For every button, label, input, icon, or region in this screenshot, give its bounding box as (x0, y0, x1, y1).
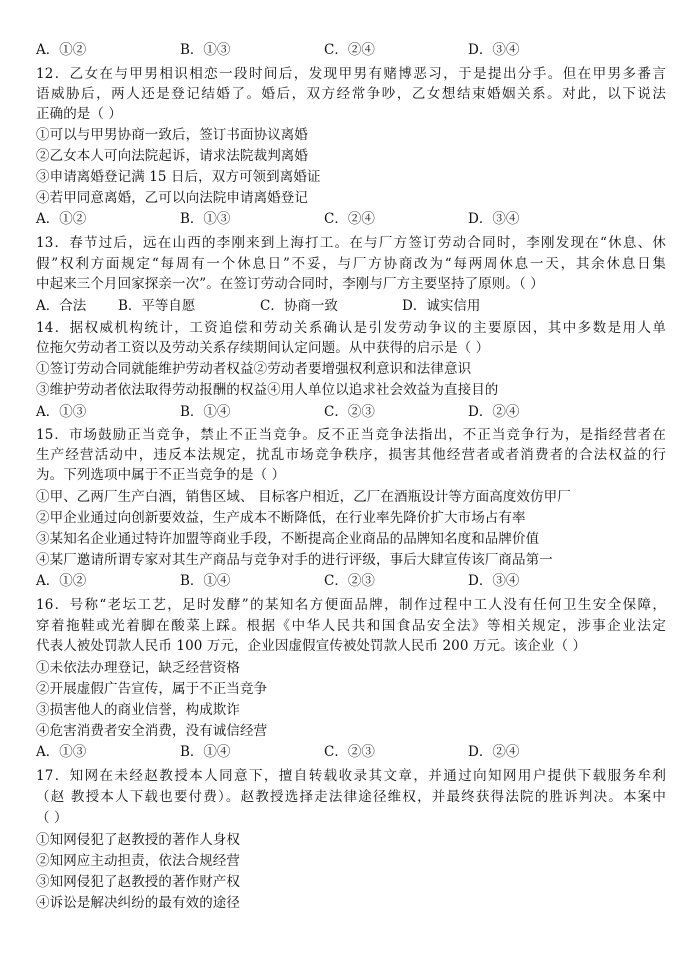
q11-options (36, 40, 656, 60)
q13-option-c[interactable]: C．协商一致 (260, 298, 338, 314)
q16-stem-line-2: 穿着拖鞋或光着脚在酸菜上踩。根据《中华人民共和国食品安全法》等相关规定，涉事企业法定 (36, 618, 666, 634)
q17-item-3: ③知网侵犯了赵教授的著作财产权 (36, 874, 240, 890)
q15-stem-line-2: 生产经营活动中，违反本法规定，扰乱市场竞争秩序，损害其他经营者或者消费者的合法权益的行 (36, 447, 666, 463)
q16-item-3: ③损害他人的商业信誉，构成欺诈 (36, 702, 240, 718)
q12-item-3: ③申请离婚登记满 15 日后，双方可领到离婚证 (36, 169, 321, 185)
q12-item-2: ②乙女本人可向法院起诉，请求法院裁判离婚 (36, 148, 308, 164)
q13-stem-line-1: 13．春节过后，远在山西的李刚来到上海打工。在与厂方签订劳动合同时，李刚发现在“休息、休 (36, 235, 666, 251)
q12-item-4: ④若甲同意离婚，乙可以向法院申请离婚登记 (36, 190, 308, 206)
q12-item-1: ①可以与甲男协商一致后，签订书面协议离婚 (36, 127, 308, 143)
q12-option-a[interactable]: A．①② (36, 211, 87, 227)
q15-option-b[interactable]: B．①④ (180, 573, 231, 589)
q17-stem-line-3: （ ） (36, 810, 68, 826)
q15-option-d[interactable]: D．③④ (468, 573, 520, 589)
q16-options (36, 742, 656, 762)
q16-option-b[interactable]: B．①④ (180, 744, 231, 760)
q17-item-4: ④诉讼是解决纠纷的最有效的途径 (36, 895, 240, 911)
q15-option-a[interactable]: A．①② (36, 573, 87, 589)
q16-stem-line-3: 代表人被处罚款人民币 100 万元，企业因虚假宣传被处罚款人民币 200 万元。该企业（ ） (36, 638, 587, 654)
q13-stem-line-3: 中起来三个月回家探亲一次”。在签订劳动合同时，李刚与厂方主要坚持了原则。（ ） (36, 276, 544, 292)
q11-option-c[interactable]: C．②④ (324, 42, 375, 58)
q14-option-c[interactable]: C．②③ (324, 404, 375, 420)
q16-stem-line-1: 16．号称“老坛工艺，足时发酵”的某知名方便面品牌，制作过程中工人没有任何卫生安全保障， (36, 597, 666, 613)
q15-item-4: ④某厂邀请所谓专家对其生产商品与竞争对手的进行评级，事后大肆宣传该厂商品第一 (36, 552, 553, 568)
q14-option-b[interactable]: B．①④ (180, 404, 231, 420)
q16-item-2: ②开展虚假广告宣传，属于不正当竞争 (36, 681, 268, 697)
q15-options (36, 571, 656, 591)
q16-option-d[interactable]: D．②④ (468, 744, 520, 760)
q16-option-c[interactable]: C．②③ (324, 744, 375, 760)
q16-option-a[interactable]: A．①③ (36, 744, 87, 760)
q13-option-b[interactable]: B．平等自愿 (118, 298, 196, 314)
q11-option-d[interactable]: D．③④ (468, 42, 520, 58)
q12-options (36, 209, 656, 229)
q13-option-a[interactable]: A．合法 (36, 298, 87, 314)
q13-option-d[interactable]: D．诚实信用 (402, 298, 481, 314)
q16-item-4: ④危害消费者安全消费，没有诚信经营 (36, 723, 268, 739)
q12-option-d[interactable]: D．③④ (468, 211, 520, 227)
q15-stem-line-3: 为。下列选项中属于不正当竞争的是（ ） (36, 467, 286, 483)
q14-options (36, 402, 656, 422)
q14-option-d[interactable]: D．②④ (468, 404, 520, 420)
q14-item-1: ①签订劳动合同就能维护劳动者权益②劳动者要增强权利意识和法律意识 (36, 361, 472, 377)
q11-option-b[interactable]: B．①③ (180, 42, 231, 58)
q14-stem-line-2: 位拖欠劳动者工资以及劳动关系存续期间认定问题。从中获得的启示是（ ） (36, 340, 490, 356)
q15-item-1: ①甲、乙两厂生产白酒，销售区域、 目标客户相近，乙厂在酒瓶设计等方面高度效仿甲厂 (36, 489, 571, 505)
q15-stem-line-1: 15．市场鼓励正当竞争，禁止不正当竞争。反不正当竞争法指出，不正当竞争行为，是指经营者在 (36, 427, 666, 443)
q17-item-1: ①知网侵犯了赵教授的著作人身权 (36, 832, 240, 848)
q17-item-2: ②知网应主动担责，依法合规经营 (36, 853, 240, 869)
q15-item-3: ③某知名企业通过特许加盟等商业手段，不断提高企业商品的品牌知名度和品牌价值 (36, 531, 540, 547)
q12-option-c[interactable]: C．②④ (324, 211, 375, 227)
q15-option-c[interactable]: C．②③ (324, 573, 375, 589)
q13-options (36, 296, 656, 316)
q14-option-a[interactable]: A．①③ (36, 404, 87, 420)
q14-item-2: ③维护劳动者依法取得劳动报酬的权益④用人单位以追求社会效益为直接目的 (36, 382, 499, 398)
q12-option-b[interactable]: B．①③ (180, 211, 231, 227)
q17-stem-line-1: 17．知网在未经赵教授本人同意下，擅自转载收录其文章，并通过向知网用户提供下载服务牟利 (36, 768, 666, 784)
q15-item-2: ②甲企业通过向创新要效益，生产成本不断降低，在行业率先降价扩大市场占有率 (36, 510, 526, 526)
q12-stem-line-1: 12．乙女在与甲男相识相恋一段时间后，发现甲男有赌博恶习，于是提出分手。但在甲男多番言 (36, 66, 666, 82)
q11-option-a[interactable]: A．①② (36, 42, 87, 58)
q16-item-1: ①未依法办理登记，缺乏经营资格 (36, 660, 240, 676)
q12-stem-line-2: 语威胁后，两人还是登记结婚了。婚后，双方经常争吵，乙女想结束婚姻关系。对此，以下说法 (36, 86, 666, 102)
q12-stem-line-3: 正确的是（ ） (36, 106, 122, 122)
q14-stem-line-1: 14．据权威机构统计，工资追偿和劳动关系确认是引发劳动争议的主要原因，其中多数是用人单 (36, 320, 666, 336)
q17-stem-line-2: （赵 教授本人下载也要付费）。赵教授选择走法律途径维权，并最终获得法院的胜诉判决。本案中 (36, 789, 666, 805)
q13-stem-line-2: 假”权利方面规定“每周有一个休息日”不妥，与厂方协商改为“每两周休息一天，其余休息日集 (36, 256, 666, 272)
